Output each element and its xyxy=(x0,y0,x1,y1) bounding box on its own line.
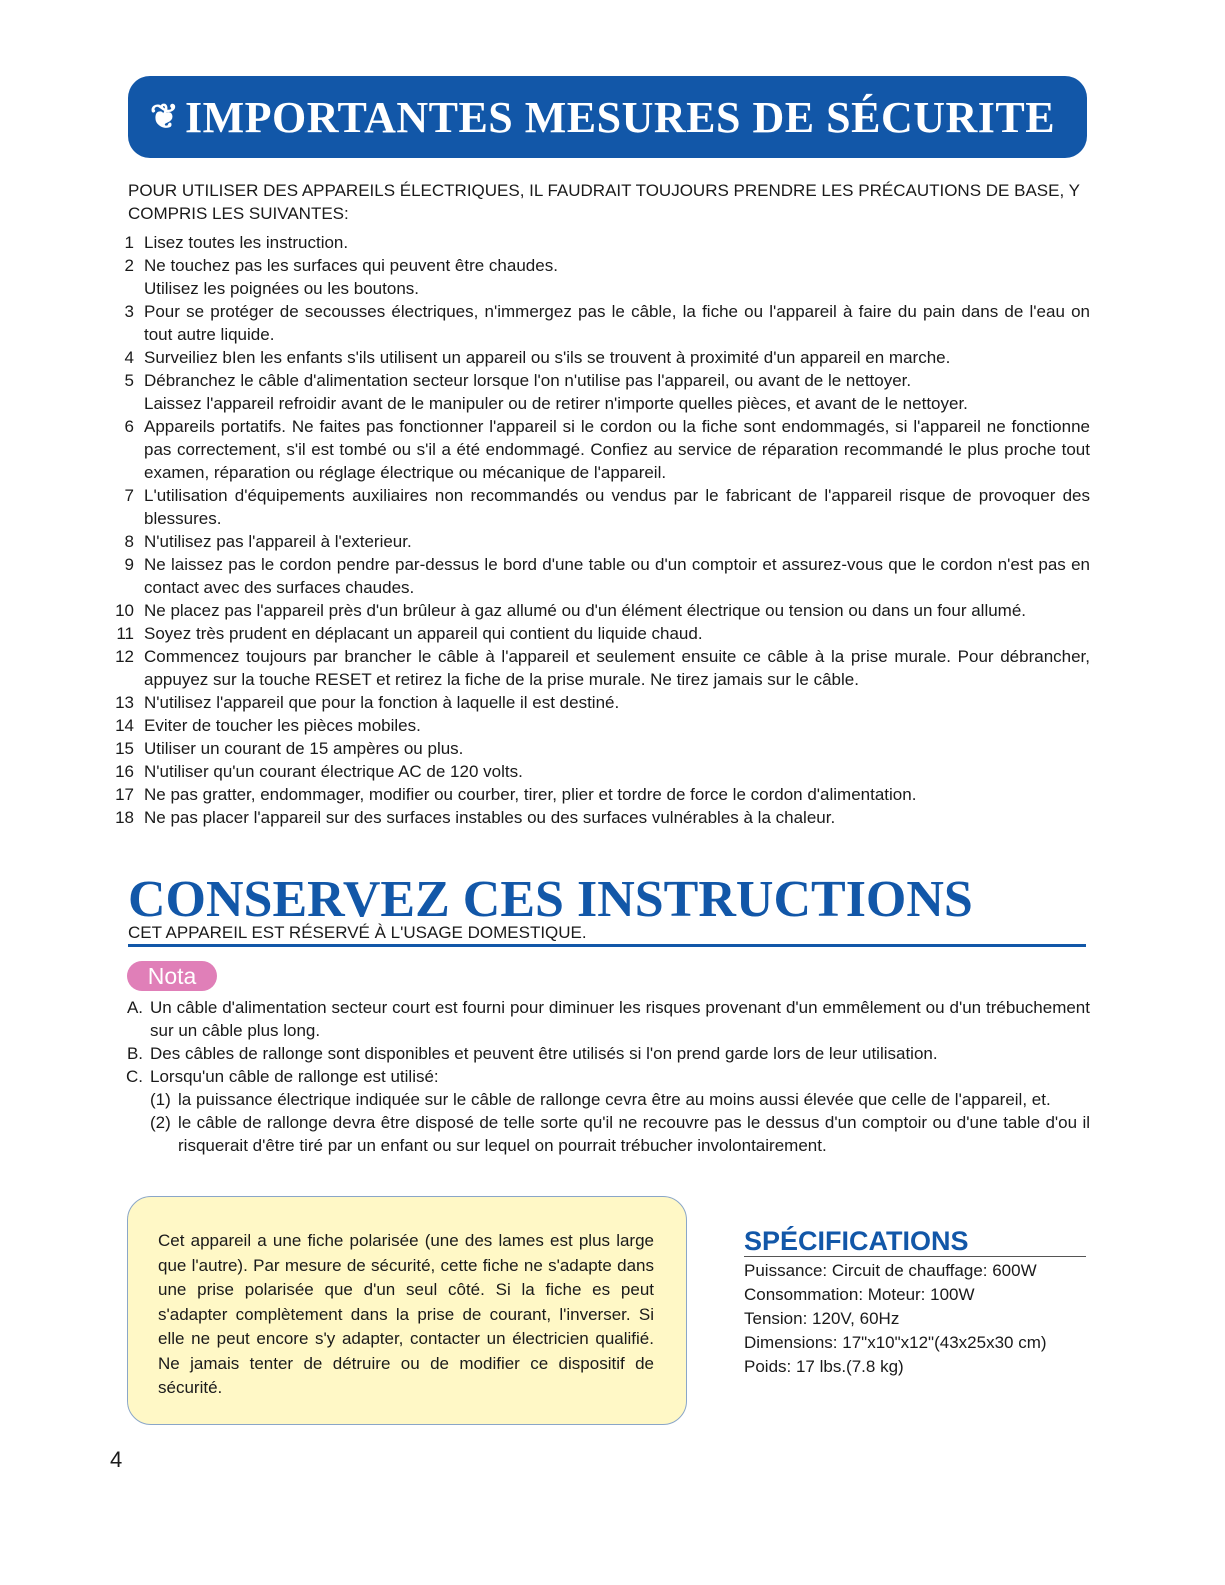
item-letter: B. xyxy=(126,1044,143,1063)
item-number: 9 xyxy=(124,555,134,574)
list-item xyxy=(110,254,1090,300)
list-item xyxy=(110,622,1090,645)
list-item xyxy=(110,599,1090,622)
item-number: 13 xyxy=(115,693,134,712)
spec-item: Dimensions: 17"x10"x12"(43x25x30 cm) xyxy=(744,1333,1047,1352)
list-item xyxy=(110,530,1090,553)
item-number: 18 xyxy=(115,808,134,827)
sub-item-number: (1) xyxy=(150,1090,171,1109)
item-line: Laissez l'appareil refroidir avant de le manipuler ou de retirer n'importe quelles pièces, et avant de le nettoyer. xyxy=(144,394,968,413)
list-item xyxy=(110,346,1090,369)
spec-item: Puissance: Circuit de chauffage: 600W xyxy=(744,1261,1037,1280)
item-text xyxy=(150,1065,1090,1157)
item-text: Lisez toutes les instruction. xyxy=(144,233,349,252)
item-text: Surveiliez bIen les enfants s'ils utilisent un appareil ou s'ils se trouvent à proximité d'un appareil en marche. xyxy=(144,348,951,367)
sub-item-number: (2) xyxy=(150,1113,171,1132)
item-text xyxy=(144,254,1090,300)
specifications-list xyxy=(744,1259,1094,1379)
item-line: Ne touchez pas les surfaces qui peuvent être chaudes. xyxy=(144,256,558,275)
item-text: Un câble d'alimentation secteur court est fourni pour diminuer les risques provenant d'un emmêlement ou d'un trébuchement sur un câble plus long. xyxy=(150,998,1090,1040)
item-number: 11 xyxy=(116,624,134,643)
list-item xyxy=(110,760,1090,783)
conserve-heading: CONSERVEZ CES INSTRUCTIONS xyxy=(128,871,973,928)
item-letter: C. xyxy=(126,1067,143,1086)
item-number: 10 xyxy=(115,601,134,620)
safety-list xyxy=(110,231,1090,829)
item-text: Ne laissez pas le cordon pendre par-dessus le bord d'une table ou d'un comptoir et assurez-vous que le cordon n'est pas en contact avec des surfaces chaudes. xyxy=(144,555,1090,597)
spec-item: Consommation: Moteur: 100W xyxy=(744,1285,975,1304)
item-text: Soyez très prudent en déplacant un appareil qui contient du liquide chaud. xyxy=(144,624,703,643)
intro-text: POUR UTILISER DES APPAREILS ÉLECTRIQUES, IL FAUDRAIT TOUJOURS PRENDRE LES PRÉCAUTIONS DE BASE, Y COMPRIS LES SUIVANTES: xyxy=(128,181,1080,223)
item-number: 14 xyxy=(115,716,134,735)
item-text: Appareils portatifs. Ne faites pas fonctionner l'appareil si le cordon ou la fiche sont endommagés, si l'appareil ne fonctionne pas correctement, s'il est tombé ou s'il a été endommagé. Confiez au service de réparation recommandé le plus proche tout examen, réparation ou réglage électrique ou mécanique de l'appareil. xyxy=(144,417,1090,482)
nota-badge: Nota xyxy=(127,961,217,991)
item-number: 17 xyxy=(115,785,134,804)
list-item xyxy=(110,300,1090,346)
list-item xyxy=(110,484,1090,530)
item-number: 4 xyxy=(124,348,134,367)
page-number: 4 xyxy=(110,1447,123,1472)
item-text: Ne pas gratter, endommager, modifier ou courber, tirer, plier et tordre de force le cordon d'alimentation. xyxy=(144,785,917,804)
item-number: 1 xyxy=(124,233,134,252)
spec-item: Poids: 17 lbs.(7.8 kg) xyxy=(744,1357,904,1376)
item-text: N'utiliser qu'un courant électrique AC de 120 volts. xyxy=(144,762,523,781)
sub-item xyxy=(150,1111,1090,1157)
list-item xyxy=(110,691,1090,714)
item-number: 16 xyxy=(115,762,134,781)
item-text: Pour se protéger de secousses électriques, n'immergez pas le câble, la fiche ou l'appareil à faire du pain dans de l'eau on tout autre liquide. xyxy=(144,302,1090,344)
item-line: Utilisez les poignées ou les boutons. xyxy=(144,279,419,298)
list-item xyxy=(110,996,1090,1042)
item-text: L'utilisation d'équipements auxiliaires non recommandés ou vendus par le fabricant de l'appareil risque de provoquer des blessures. xyxy=(144,486,1090,528)
item-number: 6 xyxy=(124,417,134,436)
list-item xyxy=(110,369,1090,415)
sub-item-text: la puissance électrique indiquée sur le câble de rallonge cevra être au moins aussi élevée que celle de l'appareil, et. xyxy=(178,1090,1051,1109)
item-text: Eviter de toucher les pièces mobiles. xyxy=(144,716,421,735)
sub-item xyxy=(150,1088,1090,1111)
list-item xyxy=(110,714,1090,737)
item-text: N'utilisez pas l'appareil à l'exterieur. xyxy=(144,532,412,551)
sub-item-text: le câble de rallonge devra être disposé de telle sorte qu'il ne recouvre pas le dessus d'un comptoir ou d'une table d'ou il risquerait d'être tiré par un enfant ou sur lequel on pourrait trébucher involontairement. xyxy=(178,1113,1090,1155)
list-item xyxy=(110,806,1090,829)
list-item xyxy=(110,231,1090,254)
item-text: Commencez toujours par brancher le câble à l'appareil et seulement ensuite ce câble à la prise murale. Pour débrancher, appuyez sur la touche RESET et retirez la fiche de la prise murale. Ne tirez jamais sur le câble. xyxy=(144,647,1090,689)
item-line: Débranchez le câble d'alimentation secteur lorsque l'on n'utilise pas l'appareil, ou avant de le nettoyer. xyxy=(144,371,912,390)
household-use-notice: CET APPAREIL EST RÉSERVÉ À L'USAGE DOMESTIQUE. xyxy=(128,923,587,942)
spec-item: Tension: 120V, 60Hz xyxy=(744,1309,900,1328)
item-line: Lorsqu'un câble de rallonge est utilisé: xyxy=(150,1067,439,1086)
list-item xyxy=(110,737,1090,760)
page-title-text: IMPORTANTES MESURES DE SÉCURITE xyxy=(185,93,1056,142)
item-text: Ne pas placer l'appareil sur des surfaces instables ou des surfaces vulnérables à la chaleur. xyxy=(144,808,836,827)
list-item xyxy=(110,415,1090,484)
specifications-heading: SPÉCIFICATIONS xyxy=(744,1226,969,1256)
list-item xyxy=(110,1065,1090,1157)
nota-list xyxy=(110,996,1090,1157)
item-letter: A. xyxy=(126,998,143,1017)
page-title xyxy=(150,92,1056,143)
item-text: Ne placez pas l'appareil près d'un brûleur à gaz allumé ou d'un élément électrique ou tension ou dans un four allumé. xyxy=(144,601,1027,620)
item-number: 8 xyxy=(124,532,134,551)
list-item xyxy=(110,553,1090,599)
item-number: 7 xyxy=(124,486,134,505)
item-text: Des câbles de rallonge sont disponibles et peuvent être utilisés si l'on prend garde lors de leur utilisation. xyxy=(150,1044,938,1063)
polarized-plug-notice: Cet appareil a une fiche polarisée (une des lames est plus large que l'autre). Par mesure de sécurité, cette fiche ne s'adapte dans une prise polarisée que d'un seul côté. Si la fiche es peut s'adapter complètement dans la prise de courant, l'inverser. Si elle ne peut encore s'y adapter, contacter un électricien qualifié. Ne jamais tenter de détruire ou de modifier ce dispositif de sécurité. xyxy=(158,1231,654,1397)
item-number: 12 xyxy=(115,647,134,666)
item-number: 15 xyxy=(115,739,134,758)
specifications-underline xyxy=(744,1256,1086,1257)
list-item xyxy=(110,1042,1090,1065)
item-text: Utiliser un courant de 15 ampères ou plus. xyxy=(144,739,464,758)
item-text: N'utilisez l'appareil que pour la fonction à laquelle il est destiné. xyxy=(144,693,620,712)
item-number: 5 xyxy=(124,371,134,390)
item-text xyxy=(144,369,1090,415)
section-divider xyxy=(128,944,1086,947)
list-item xyxy=(110,783,1090,806)
item-number: 2 xyxy=(124,256,134,275)
list-item xyxy=(110,645,1090,691)
leaf-icon: ❦ xyxy=(150,99,179,136)
item-number: 3 xyxy=(124,302,134,321)
